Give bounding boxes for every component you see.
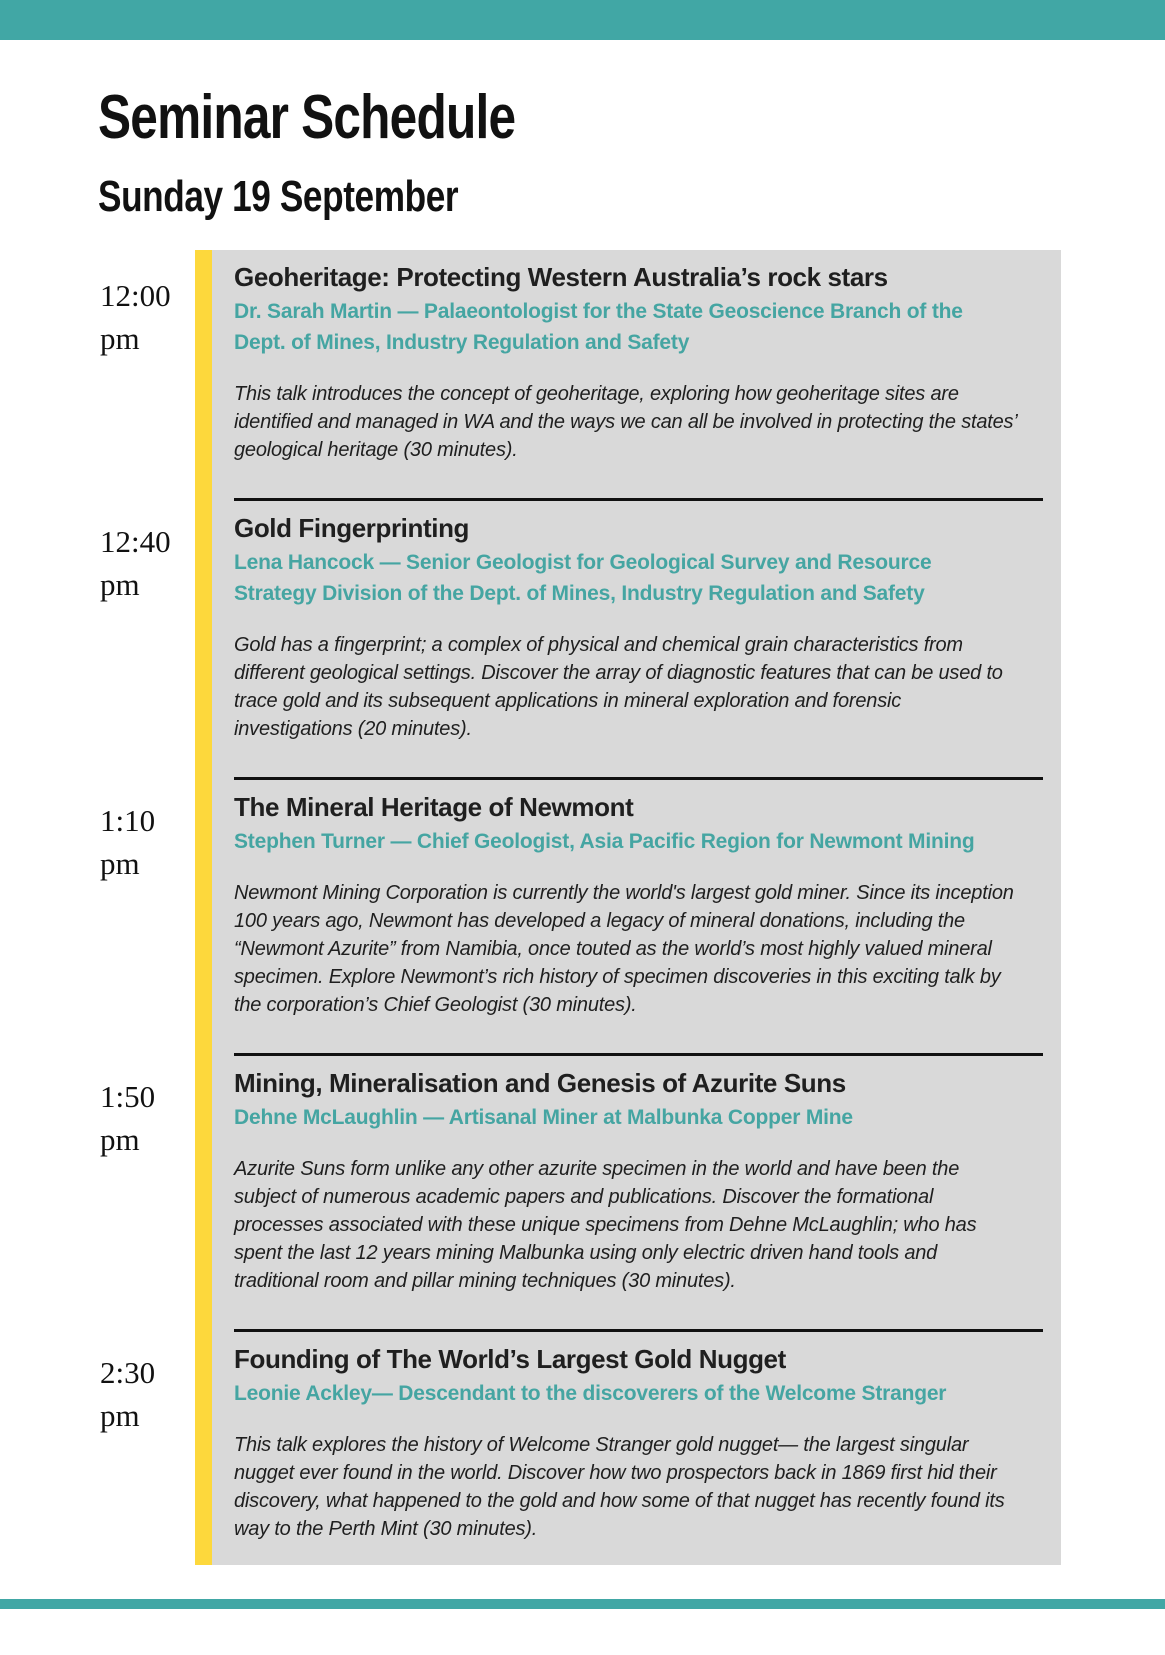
bottom-accent-bar (0, 1599, 1165, 1609)
session-description: Gold has a fingerprint; a complex of physical and chemical grain characteristics from different geological settings. Discover the array of diagnostic features that can be used to trace gold and its subsequent applications in mineral exploration and forensic investigations (20 minutes). (234, 634, 1003, 740)
yellow-accent-bar (195, 486, 212, 765)
session-speaker: Lena Hancock — Senior Geologist for Geological Survey and Resource Strategy Division of the Dept. of Mines, Industry Regulation and Safety (234, 551, 932, 605)
session-time-meridiem: pm (100, 846, 140, 881)
session-speaker: Leonie Ackley— Descendant to the discoverers of the Welcome Stranger (234, 1382, 947, 1405)
session-time-meridiem: pm (100, 321, 140, 356)
session-time (100, 1317, 195, 1565)
session-time (100, 250, 195, 486)
session-title: Mining, Mineralisation and Genesis of Azurite Suns (234, 1068, 846, 1098)
page-title: Seminar Schedule (98, 83, 516, 152)
yellow-accent-bar (195, 765, 212, 1041)
session-divider (234, 1329, 1043, 1332)
session-row-5 (100, 1317, 1061, 1565)
session-divider (234, 498, 1043, 501)
yellow-accent-bar (195, 1041, 212, 1317)
session-content (212, 250, 1061, 486)
session-divider (234, 777, 1043, 780)
session-time-meridiem: pm (100, 1398, 140, 1433)
session-speaker: Stephen Turner — Chief Geologist, Asia Pacific Region for Newmont Mining (234, 830, 975, 853)
session-time-meridiem: pm (100, 1122, 140, 1157)
session-description: This talk explores the history of Welcome Stranger gold nugget— the largest singular nugget ever found in the world. Discover how two prospectors back in 1869 first hid their discovery, what happened to the gold and how some of that nugget has recently found its way to the Perth Mint (30 minutes). (234, 1434, 1005, 1540)
session-description: Newmont Mining Corporation is currently the world's largest gold miner. Since its inception 100 years ago, Newmont has developed a legacy of mineral donations, including the “Newmont Azurite” from Namibia, once touted as the world’s most highly valued mineral specimen. Explore Newmont’s rich history of specimen discoveries in this exciting talk by the corporation’s Chief Geologist (30 minutes). (234, 882, 1014, 1016)
session-description: This talk introduces the concept of geoheritage, exploring how geoheritage sites are identified and managed in WA and the ways we can all be involved in protecting the states’ geological heritage (30 minutes). (234, 383, 1017, 461)
session-row-4 (100, 1041, 1061, 1317)
session-time (100, 486, 195, 765)
session-content (212, 1041, 1061, 1317)
schedule-list (100, 250, 1061, 1565)
yellow-accent-bar (195, 1317, 212, 1565)
session-title: Gold Fingerprinting (234, 513, 470, 543)
yellow-accent-bar (195, 250, 212, 486)
session-row-3 (100, 765, 1061, 1041)
session-speaker: Dehne McLaughlin — Artisanal Miner at Malbunka Copper Mine (234, 1106, 853, 1129)
session-content (212, 765, 1061, 1041)
session-row-2 (100, 486, 1061, 765)
session-time (100, 1041, 195, 1317)
top-accent-bar (0, 0, 1165, 40)
session-description: Azurite Suns form unlike any other azurite specimen in the world and have been the subject of numerous academic papers and publications. Discover the formational processes associated with these unique specimens from Dehne McLaughlin; who has spent the last 12 years mining Malbunka using only electric driven hand tools and traditional room and pillar mining techniques (30 minutes). (234, 1158, 977, 1292)
session-title: The Mineral Heritage of Newmont (234, 792, 634, 822)
session-row-1 (100, 250, 1061, 486)
session-content (212, 1317, 1061, 1565)
session-content (212, 486, 1061, 765)
session-speaker: Dr. Sarah Martin — Palaeontologist for the State Geoscience Branch of the Dept. of Mines, Industry Regulation and Safety (234, 300, 963, 354)
session-title: Founding of The World’s Largest Gold Nugget (234, 1344, 786, 1374)
session-time-hour: 1:50 (100, 1079, 156, 1114)
session-time-hour: 2:30 (100, 1355, 156, 1390)
session-time-hour: 12:00 (100, 278, 171, 313)
page-subtitle: Sunday 19 September (98, 172, 459, 221)
session-divider (234, 1053, 1043, 1056)
session-time (100, 765, 195, 1041)
session-time-meridiem: pm (100, 567, 140, 602)
session-time-hour: 1:10 (100, 803, 156, 838)
session-time-hour: 12:40 (100, 524, 171, 559)
session-title: Geoheritage: Protecting Western Australia’s rock stars (234, 262, 888, 292)
